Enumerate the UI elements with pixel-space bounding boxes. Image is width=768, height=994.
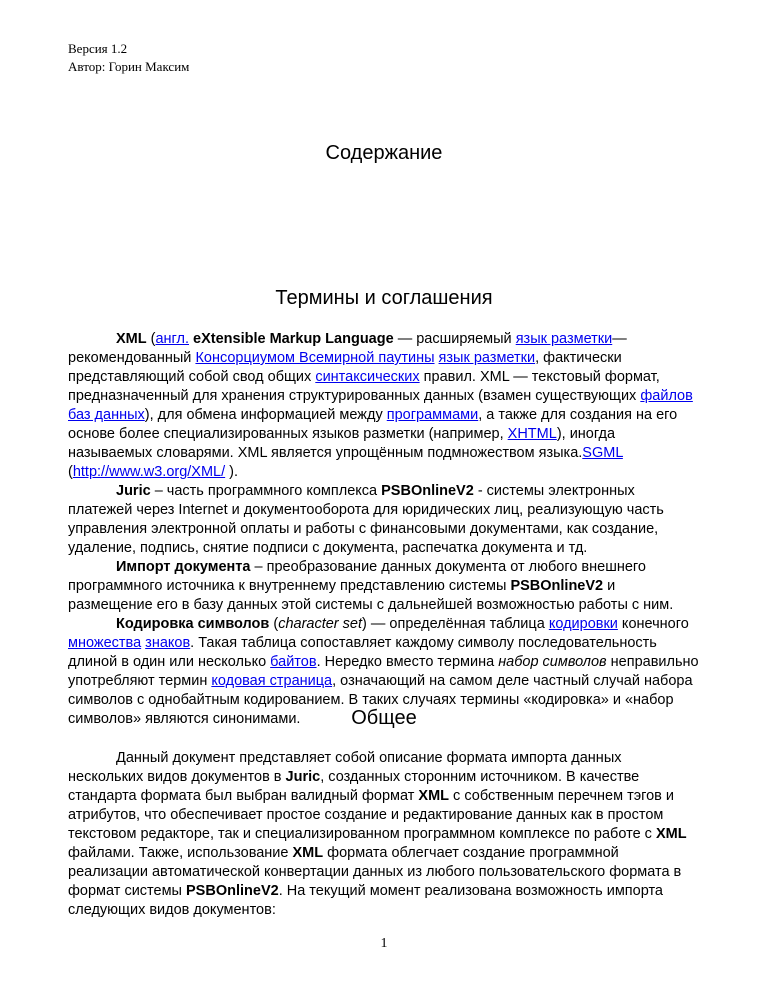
page-number: 1 — [380, 936, 388, 951]
term-xml: XML — [418, 788, 450, 804]
link-markup-language-2[interactable]: язык разметки — [438, 350, 536, 366]
link-code-page[interactable]: кодовая страница — [211, 673, 333, 689]
link-set[interactable]: множества — [68, 635, 142, 651]
link-encoding[interactable]: кодировки — [548, 616, 618, 632]
text: , означающий на самом деле частный случай набора символов с однобайтным кодированием. В таких случаях термины «кодировка» и «набор символов» являются синонимами. — [68, 673, 693, 727]
text: формата облегчает создание программной реализации автоматической конвертации данных из любого пользовательского формата в формат системы — [68, 845, 682, 899]
heading-contents: Содержание — [325, 142, 443, 164]
text: конечного — [617, 616, 689, 632]
text: . Нередко вместо термина — [316, 654, 499, 670]
link-markup-language[interactable]: язык разметки — [515, 331, 613, 347]
term-xml-full: eXtensible Markup Language — [193, 331, 394, 347]
link-programs[interactable]: программами — [386, 407, 479, 423]
term-xml: XML — [655, 826, 687, 842]
term-juric: Juric — [285, 769, 321, 785]
term-charset: Кодировка символов — [116, 616, 270, 632]
xml-definition — [68, 330, 700, 482]
link-w3-xml-url[interactable]: http://www.w3.org/XML/ — [72, 464, 226, 480]
text: и размещение его в базу данных этой системы с дальнейшей возможностью работы с ним. — [68, 578, 674, 613]
text: ( — [68, 464, 73, 480]
link-sgml[interactable]: SGML — [582, 445, 623, 461]
text: ) — определённая таблица — [362, 616, 549, 632]
heading-general: Общее — [351, 707, 417, 729]
document-meta — [68, 40, 189, 76]
link-files[interactable]: файлов — [640, 388, 693, 404]
version-label: Версия 1.2 — [68, 41, 128, 56]
text: правил. XML — текстовый формат, предназначенный для хранения структурированных данных (взамен существующих — [68, 369, 660, 404]
term-import: Импорт документа — [116, 559, 251, 575]
text: , созданных сторонним источником. В качестве стандарта формата был выбран валидный формат — [68, 769, 640, 804]
term-xml: XML — [292, 845, 324, 861]
text: с собственным перечнем тэгов и атрибутов, что обеспечивает простое создание и редактирование данных как в простом текстовом редакторе, так и специализированном программном комплексе по работе с — [68, 788, 674, 842]
link-syntactic[interactable]: синтаксических — [315, 369, 420, 385]
terms-section — [68, 330, 700, 729]
text: . Такая таблица сопоставляет каждому символу последовательность длиной в один или несколько — [68, 635, 657, 670]
link-xhtml[interactable]: XHTML — [507, 426, 557, 442]
author-label: Автор: Горин Максим — [68, 59, 190, 74]
text: , фактически представляющий собой свод общих — [68, 350, 622, 385]
text: неправильно употребляют термин — [68, 654, 699, 689]
text: ( — [269, 616, 279, 632]
text: , а также для создания на его основе более специализированных языков разметки (например, — [68, 407, 678, 442]
text: файлами. Также, использование — [68, 845, 293, 861]
link-w3c[interactable]: Консорциумом Всемирной паутины — [195, 350, 435, 366]
term-charset-en: character set — [278, 616, 363, 632]
import-definition — [68, 558, 700, 615]
text: ( — [146, 331, 156, 347]
text: — рекомендованный — [68, 331, 627, 366]
term-xml: XML — [116, 331, 147, 347]
text: ). — [225, 464, 239, 480]
term-psbonline: PSBOnlineV2 — [381, 483, 474, 499]
term-juric: Juric — [116, 483, 151, 499]
term-psbonline: PSBOnlineV2 — [510, 578, 604, 594]
link-signs[interactable]: знаков — [145, 635, 191, 651]
general-section — [68, 749, 700, 920]
text: ), для обмена информацией между — [144, 407, 387, 423]
text: – преобразование данных документа от любого внешнего программного источника к внутреннему представлению системы — [68, 559, 646, 594]
term-char-set-italic: набор символов — [498, 654, 607, 670]
link-bytes[interactable]: байтов — [270, 654, 317, 670]
general-paragraph — [68, 749, 700, 920]
text: — расширяемый — [393, 331, 516, 347]
heading-terms: Термины и соглашения — [275, 287, 493, 309]
text: - системы электронных платежей через Internet и документооборота для юридических лиц, реализующую часть управления электронной оплаты и работы с финансовыми документами, как создание, удаление, подпись, снятие подписи с документа, распечатка документа и тд. — [68, 483, 664, 556]
link-databases[interactable]: баз данных — [68, 407, 145, 423]
text: ), иногда называемых словарями. XML является упрощённым подмножеством языка. — [68, 426, 616, 461]
text: Данный документ представляет собой описание формата импорта данных нескольких видов документов в — [68, 750, 622, 785]
text: – часть программного комплекса — [150, 483, 382, 499]
text: . На текущий момент реализована возможность импорта следующих видов документов: — [68, 883, 663, 918]
juric-definition — [68, 482, 700, 558]
term-psbonline: PSBOnlineV2 — [186, 883, 279, 899]
link-angl[interactable]: англ. — [155, 331, 189, 347]
